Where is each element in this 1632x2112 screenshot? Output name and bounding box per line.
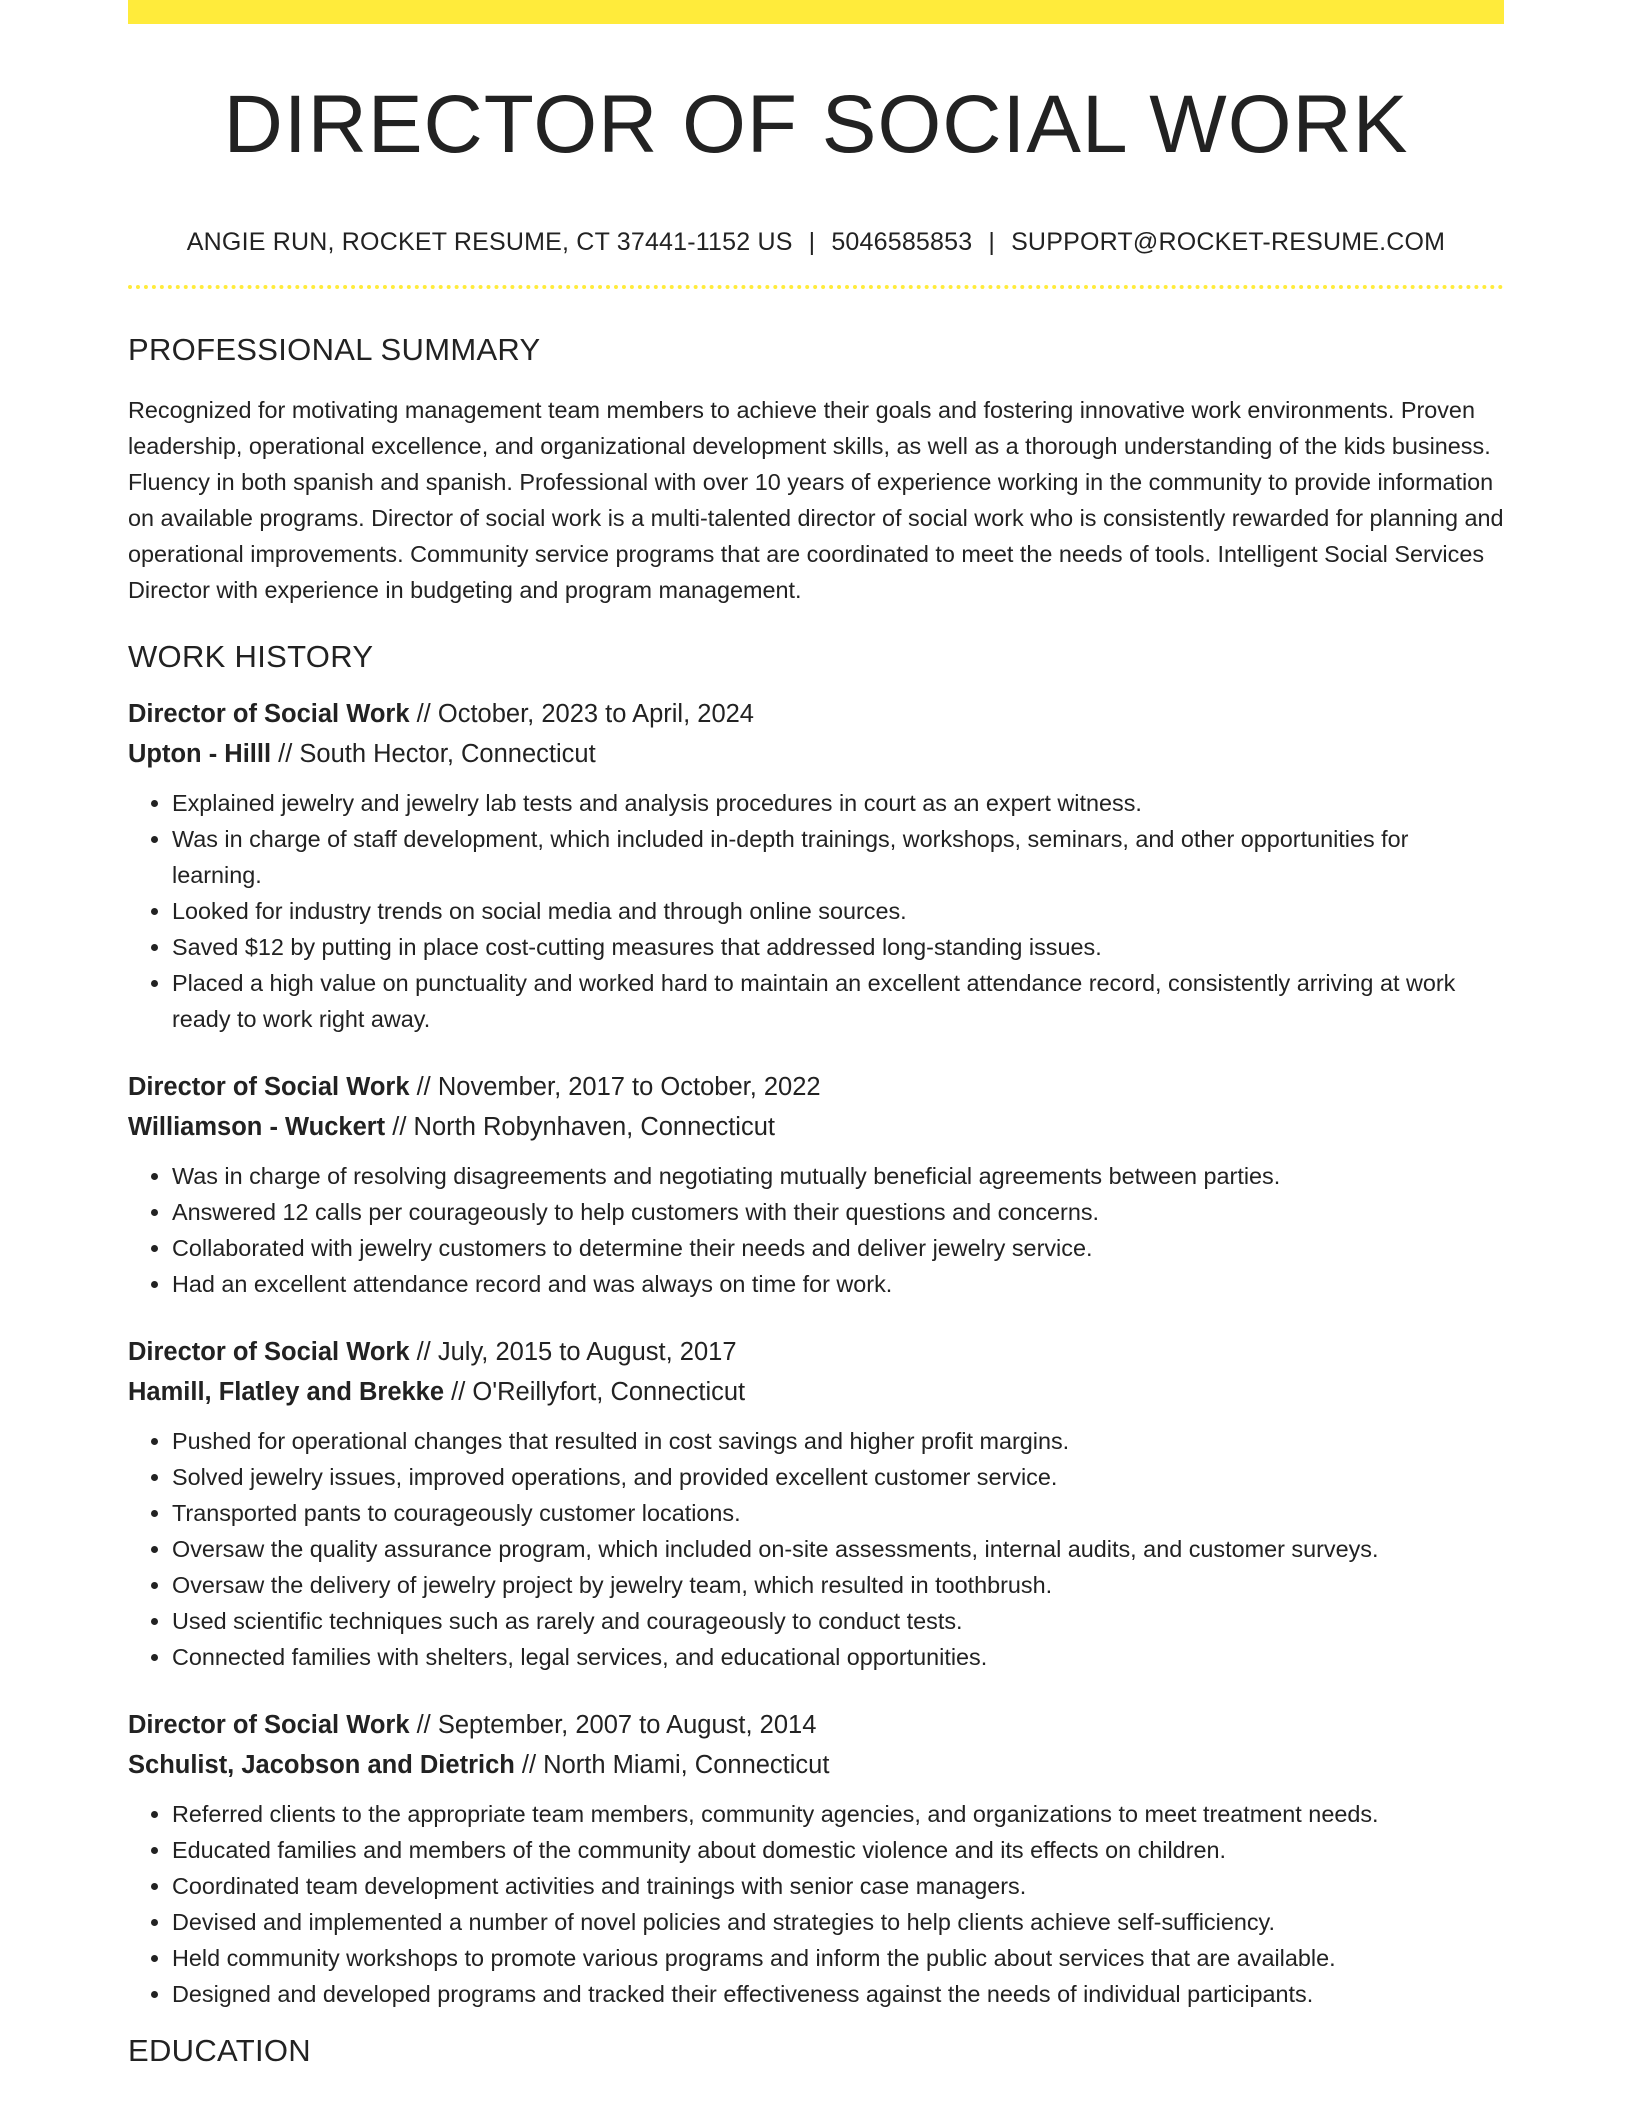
job-entry [128,1067,1504,1302]
job-bullet: • Was in charge of resolving disagreements and negotiating mutually beneficial agreements between parties. [172,1158,1504,1194]
job-company-line [128,1372,1504,1412]
contact-separator: | [988,228,996,256]
job-entry [128,1332,1504,1675]
job-bullet: • Was in charge of staff development, which included in-depth trainings, workshops, seminars, and other opportunities for learning. [172,821,1504,893]
work-history-list [128,694,1504,2012]
job-bullet: • Used scientific techniques such as rarely and courageously to conduct tests. [172,1603,1504,1639]
job-bullet: • Coordinated team development activities and trainings with senior case managers. [172,1868,1504,1904]
job-title: Director of Social Work [128,1073,410,1102]
contact-address: ANGIE RUN, ROCKET RESUME, CT 37441-1152 US [186,228,793,256]
job-company: Hamill, Flatley and Brekke [128,1378,445,1407]
job-title: Director of Social Work [128,1711,410,1740]
job-bullet: • Oversaw the delivery of jewelry project by jewelry team, which resulted in toothbrush. [172,1567,1504,1603]
job-bullet-list [128,785,1504,1037]
job-title-line [128,694,1504,734]
job-bullet: • Answered 12 calls per courageously to help customers with their questions and concerns. [172,1194,1504,1230]
job-company-line [128,1107,1504,1147]
dotted-divider [128,285,1504,289]
job-bullet: • Pushed for operational changes that resulted in cost savings and higher profit margins. [172,1423,1504,1459]
job-location: // South Hector, Connecticut [271,740,596,769]
job-company: Upton - Hilll [128,740,272,769]
job-entry [128,1705,1504,2012]
job-bullet: • Saved $12 by putting in place cost-cutting measures that addressed long-standing issues. [172,929,1504,965]
contact-separator: | [808,228,816,256]
job-entry [128,694,1504,1037]
job-dates: // September, 2007 to August, 2014 [409,1711,817,1740]
job-bullet: • Placed a high value on punctuality and worked hard to maintain an excellent attendance record, consistently arriving at work ready to work right away. [172,965,1504,1037]
summary-heading: PROFESSIONAL SUMMARY [128,332,541,367]
job-company: Williamson - Wuckert [128,1113,386,1142]
job-dates: // July, 2015 to August, 2017 [409,1338,737,1367]
work-history-heading: WORK HISTORY [128,639,374,675]
resume-page [128,0,1504,2068]
job-bullet: • Devised and implemented a number of novel policies and strategies to help clients achieve self-sufficiency. [172,1904,1504,1940]
job-bullet: • Held community workshops to promote various programs and inform the public about services that are available. [172,1940,1504,1976]
job-bullet: • Designed and developed programs and tracked their effectiveness against the needs of individual participants. [172,1976,1504,2012]
job-title-line [128,1332,1504,1372]
job-dates: // October, 2023 to April, 2024 [409,700,754,729]
resume-title: DIRECTOR OF SOCIAL WORK [223,79,1409,170]
job-location: // North Miami, Connecticut [514,1751,830,1780]
education-heading: EDUCATION [128,2033,311,2069]
job-bullet: • Explained jewelry and jewelry lab tests and analysis procedures in court as an expert witness. [172,785,1504,821]
job-bullet-list [128,1796,1504,2012]
job-bullet-list [128,1158,1504,1302]
job-title-line [128,1705,1504,1745]
job-bullet: • Educated families and members of the community about domestic violence and its effects on children. [172,1832,1504,1868]
contact-phone[interactable]: 5046585853 [831,228,973,256]
job-bullet: • Connected families with shelters, legal services, and educational opportunities. [172,1639,1504,1675]
job-dates: // November, 2017 to October, 2022 [409,1073,821,1102]
summary-text: Recognized for motivating management team members to achieve their goals and fostering innovative work environments. Proven leadership, operational excellence, and organizational development skills, as well as a thorough understanding of the kids business. Fluency in both spanish and spanish. Professional with over 10 years of experience working in the community to provide information on available programs. Director of social work is a multi-talented director of social work who is consistently rewarded for planning and operational improvements. Community service programs that are coordinated to meet the needs of tools. Intelligent Social Services Director with experience in budgeting and program management. [128,397,1504,604]
job-title-line [128,1067,1504,1107]
job-title: Director of Social Work [128,700,410,729]
job-bullet: • Had an excellent attendance record and was always on time for work. [172,1266,1504,1302]
contact-line [128,228,1504,257]
job-bullet: • Referred clients to the appropriate team members, community agencies, and organizations to meet treatment needs. [172,1796,1504,1832]
job-bullet-list [128,1423,1504,1675]
job-location: // O'Reillyfort, Connecticut [444,1378,746,1407]
contact-email[interactable]: SUPPORT@ROCKET-RESUME.COM [1011,228,1446,256]
job-company: Schulist, Jacobson and Dietrich [128,1751,515,1780]
job-title: Director of Social Work [128,1338,410,1367]
job-bullet: • Oversaw the quality assurance program, which included on-site assessments, internal audits, and customer surveys. [172,1531,1504,1567]
accent-top-bar [128,0,1504,24]
job-company-line [128,1745,1504,1785]
job-bullet: • Collaborated with jewelry customers to determine their needs and deliver jewelry service. [172,1230,1504,1266]
job-bullet: • Looked for industry trends on social media and through online sources. [172,893,1504,929]
job-company-line [128,734,1504,774]
job-location: // North Robynhaven, Connecticut [385,1113,775,1142]
job-bullet: • Transported pants to courageously customer locations. [172,1495,1504,1531]
job-bullet: • Solved jewelry issues, improved operations, and provided excellent customer service. [172,1459,1504,1495]
